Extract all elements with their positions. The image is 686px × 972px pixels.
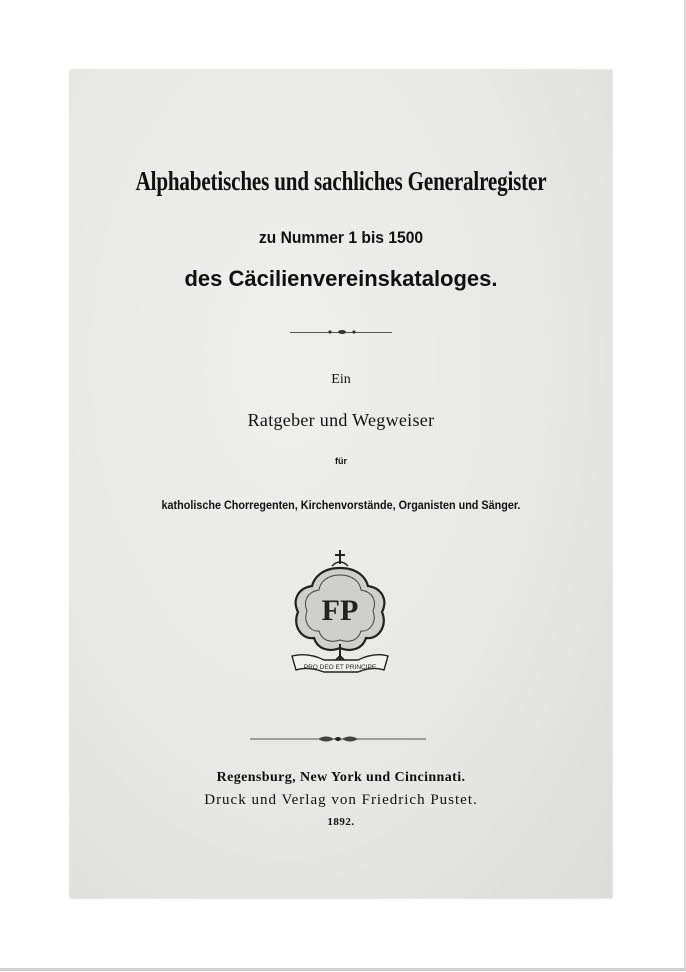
title-line-1: Alphabetisches und sachliches Generalregister xyxy=(135,166,547,196)
ornamental-rule-bottom xyxy=(250,734,426,744)
ein-label: Ein xyxy=(331,372,351,387)
scanned-title-page xyxy=(70,70,612,898)
title-line-3: des Cäcilienvereinskataloges. xyxy=(184,266,498,291)
imprint-place: Regensburg, New York und Cincinnati. xyxy=(216,770,466,785)
svg-text:PRO DEO ET PRINCIPE: PRO DEO ET PRINCIPE xyxy=(303,664,377,671)
imprint-year: 1892. xyxy=(327,816,355,828)
svg-text:FP: FP xyxy=(321,594,359,627)
publisher-monogram-emblem-icon xyxy=(288,548,392,678)
subtitle: Ratgeber und Wegweiser xyxy=(247,410,435,430)
title-line-2: zu Nummer 1 bis 1500 xyxy=(258,228,424,247)
fur-label: für xyxy=(335,456,347,466)
ornament-dots-icon xyxy=(325,328,359,336)
imprint-publisher: Druck und Verlag von Friedrich Pustet. xyxy=(204,792,478,808)
audience-line: katholische Chorregenten, Kirchenvorstände, Organisten und Sänger. xyxy=(161,498,521,512)
